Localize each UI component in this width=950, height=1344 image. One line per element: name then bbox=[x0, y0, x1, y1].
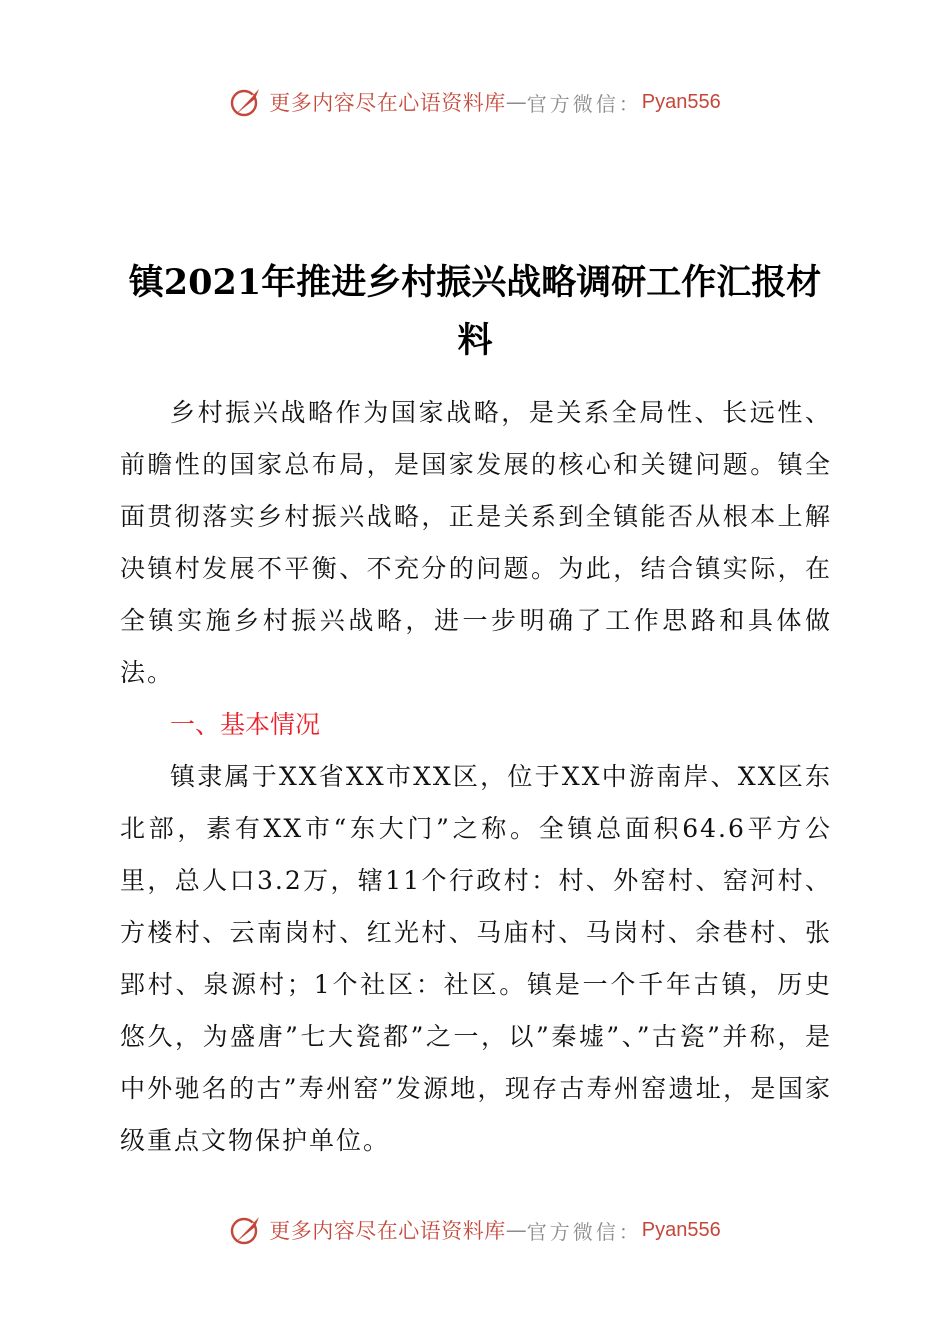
quill-logo-icon bbox=[229, 1213, 263, 1247]
banner-wechat-id: Pyan556 bbox=[641, 90, 721, 113]
document-body bbox=[120, 387, 832, 1167]
banner-wechat-label: 官方微信： bbox=[526, 91, 642, 116]
footer-watermark-banner bbox=[0, 1210, 950, 1250]
document-title: 镇2021年推进乡村振兴战略调研工作汇报材料 bbox=[128, 262, 822, 361]
header-watermark-banner bbox=[0, 82, 950, 122]
banner-dash: — bbox=[505, 90, 527, 114]
banner-wechat-id: Pyan556 bbox=[641, 1218, 721, 1241]
banner-dash: — bbox=[505, 1218, 527, 1242]
quill-logo-icon bbox=[229, 85, 263, 119]
banner-site-text: 更多内容尽在心语资料库 bbox=[269, 1219, 506, 1243]
intro-paragraph: 乡村振兴战略作为国家战略，是关系全局性、长远性、前瞻性的国家总布局，是国家发展的核心和关键问题。镇全面贯彻落实乡村振兴战略，正是关系到全镇能否从根本上解决镇村发展不平衡、不充分的问题。为此，结合镇实际，在全镇实施乡村振兴战略，进一步明确了工作思路和具体做法。 bbox=[120, 398, 832, 687]
section-heading: 一、基本情况 bbox=[170, 710, 321, 739]
banner-wechat-label: 官方微信： bbox=[526, 1219, 642, 1244]
section-paragraph: 镇隶属于XX省XX市XX区，位于XX中游南岸、XX区东北部，素有XX市“东大门”之称。全镇总面积64.6平方公里，总人口3.2万，辖11个行政村：村、外窑村、窑河村、方楼村、云南岗村、红光村、马庙村、马岗村、余巷村、张郢村、泉源村；1个社区：社区。镇是一个千年古镇，历史悠久，为盛唐”七大瓷都”之一，以”秦墟”、”古瓷”并称，是中外驰名的古”寿州窑”发源地，现存古寿州窑遗址，是国家级重点文物保护单位。 bbox=[120, 762, 832, 1155]
banner-site-text: 更多内容尽在心语资料库 bbox=[269, 91, 506, 115]
